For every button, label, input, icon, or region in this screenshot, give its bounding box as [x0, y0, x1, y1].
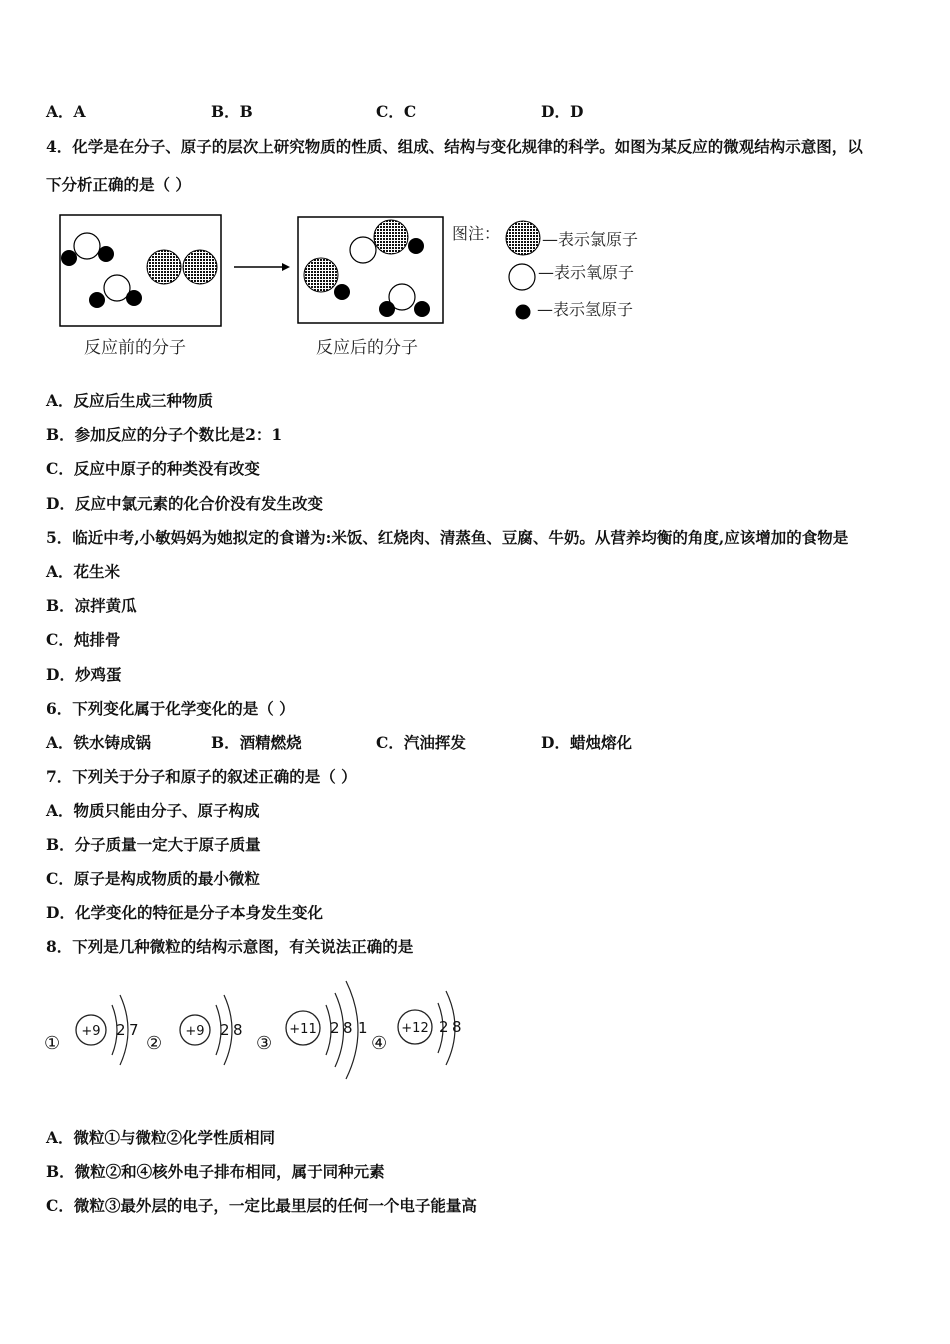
q5-option-a: A．花生米 [46, 562, 121, 581]
hcl-molecule [304, 258, 350, 300]
q7-option-d: D．化学变化的特征是分子本身发生变化 [46, 903, 323, 922]
legend-title: 图注： [452, 224, 501, 243]
q3-option-b: B．B [211, 102, 253, 121]
particle-4-shell-2: 8 [452, 1018, 462, 1036]
particle-3-charge: +11 [289, 1022, 317, 1037]
particle-1-shell-1: 2 [116, 1021, 126, 1039]
q8-stem: 8．下列是几种微粒的结构示意图，有关说法正确的是 [46, 937, 414, 956]
q6-option-c: C．汽油挥发 [376, 733, 466, 752]
legend-cl-text: —表示氯原子 [542, 230, 639, 249]
q5-stem: 5．临近中考,小敏妈妈为她拟定的食谱为:米饭、红烧肉、清蒸鱼、豆腐、牛奶。从营养均衡的角度,应该增加的食物是 [46, 528, 849, 547]
particle-4-label: ④ [371, 1033, 388, 1054]
particle-1-charge: +9 [81, 1024, 101, 1039]
q4-option-d: D．反应中氯元素的化合价没有发生改变 [46, 494, 323, 513]
particle-3-label: ③ [256, 1033, 273, 1054]
particle-4-shell-1: 2 [439, 1018, 449, 1036]
particle-4-charge: +12 [401, 1021, 429, 1036]
particle-2-shell-1: 2 [220, 1021, 230, 1039]
q3-option-d: D．D [541, 102, 584, 121]
legend-h-text: —表示氢原子 [537, 300, 634, 319]
legend-o-text: —表示氧原子 [538, 263, 635, 282]
q5-option-b: B．凉拌黄瓜 [46, 596, 137, 615]
particle-2-charge: +9 [185, 1024, 205, 1039]
h2o-molecule-2 [89, 275, 142, 308]
particle-2-shell-2: 8 [233, 1021, 243, 1039]
q5-option-c: C．炖排骨 [46, 630, 121, 649]
q3-option-a: A．A [46, 102, 86, 121]
particle-2-label: ② [146, 1033, 163, 1054]
legend-o-icon [509, 264, 535, 290]
q6-option-b: B．酒精燃烧 [211, 733, 302, 752]
q4-option-a: A．反应后生成三种物质 [46, 391, 214, 410]
h2o-molecule-3 [379, 284, 430, 317]
q7-option-b: B．分子质量一定大于原子质量 [46, 835, 261, 854]
q8-option-c: C．微粒③最外层的电子，一定比最里层的任何一个电子能量高 [46, 1196, 477, 1215]
hclo-molecule [350, 220, 424, 263]
q4-stem-line1: 4．化学是在分子、原子的层次上研究物质的性质、组成、结构与变化规律的科学。如图为某反应的微观结构示意图，以 [46, 137, 863, 156]
q7-option-c: C．原子是构成物质的最小微粒 [46, 869, 260, 888]
legend-h-icon [516, 305, 531, 320]
q8-option-b: B．微粒②和④核外电子排布相同，属于同种元素 [46, 1162, 385, 1181]
q7-stem: 7．下列关于分子和原子的叙述正确的是（ ） [46, 767, 357, 786]
particle-3-shell-2: 8 [343, 1019, 353, 1037]
particle-1-shell-2: 7 [129, 1021, 139, 1039]
legend-cl-icon [506, 221, 540, 255]
q8-particle-diagrams [40, 975, 480, 1090]
q6-option-d: D．蜡烛熔化 [541, 733, 632, 752]
reaction-arrow-icon [234, 263, 290, 271]
q4-option-c: C．反应中原子的种类没有改变 [46, 459, 260, 478]
cl2-molecule [147, 250, 217, 284]
q8-option-a: A．微粒①与微粒②化学性质相同 [46, 1128, 276, 1147]
q3-option-c: C．C [376, 102, 417, 121]
particle-1-label: ① [44, 1033, 61, 1054]
particle-3-shell-1: 2 [330, 1019, 340, 1037]
q6-stem: 6．下列变化属于化学变化的是（ ） [46, 699, 295, 718]
q5-option-d: D．炒鸡蛋 [46, 665, 122, 684]
q4-reaction-figure [50, 205, 670, 365]
h2o-molecule-1 [61, 233, 114, 266]
q7-option-a: A．物质只能由分子、原子构成 [46, 801, 260, 820]
q4-option-b: B．参加反应的分子个数比是2：1 [46, 425, 283, 444]
q6-option-a: A．铁水铸成锅 [46, 733, 152, 752]
q4-stem-line2: 下分析正确的是（ ） [46, 175, 191, 194]
before-caption: 反应前的分子 [84, 338, 186, 358]
after-caption: 反应后的分子 [316, 338, 418, 358]
particle-3-shell-3: 1 [358, 1019, 368, 1037]
